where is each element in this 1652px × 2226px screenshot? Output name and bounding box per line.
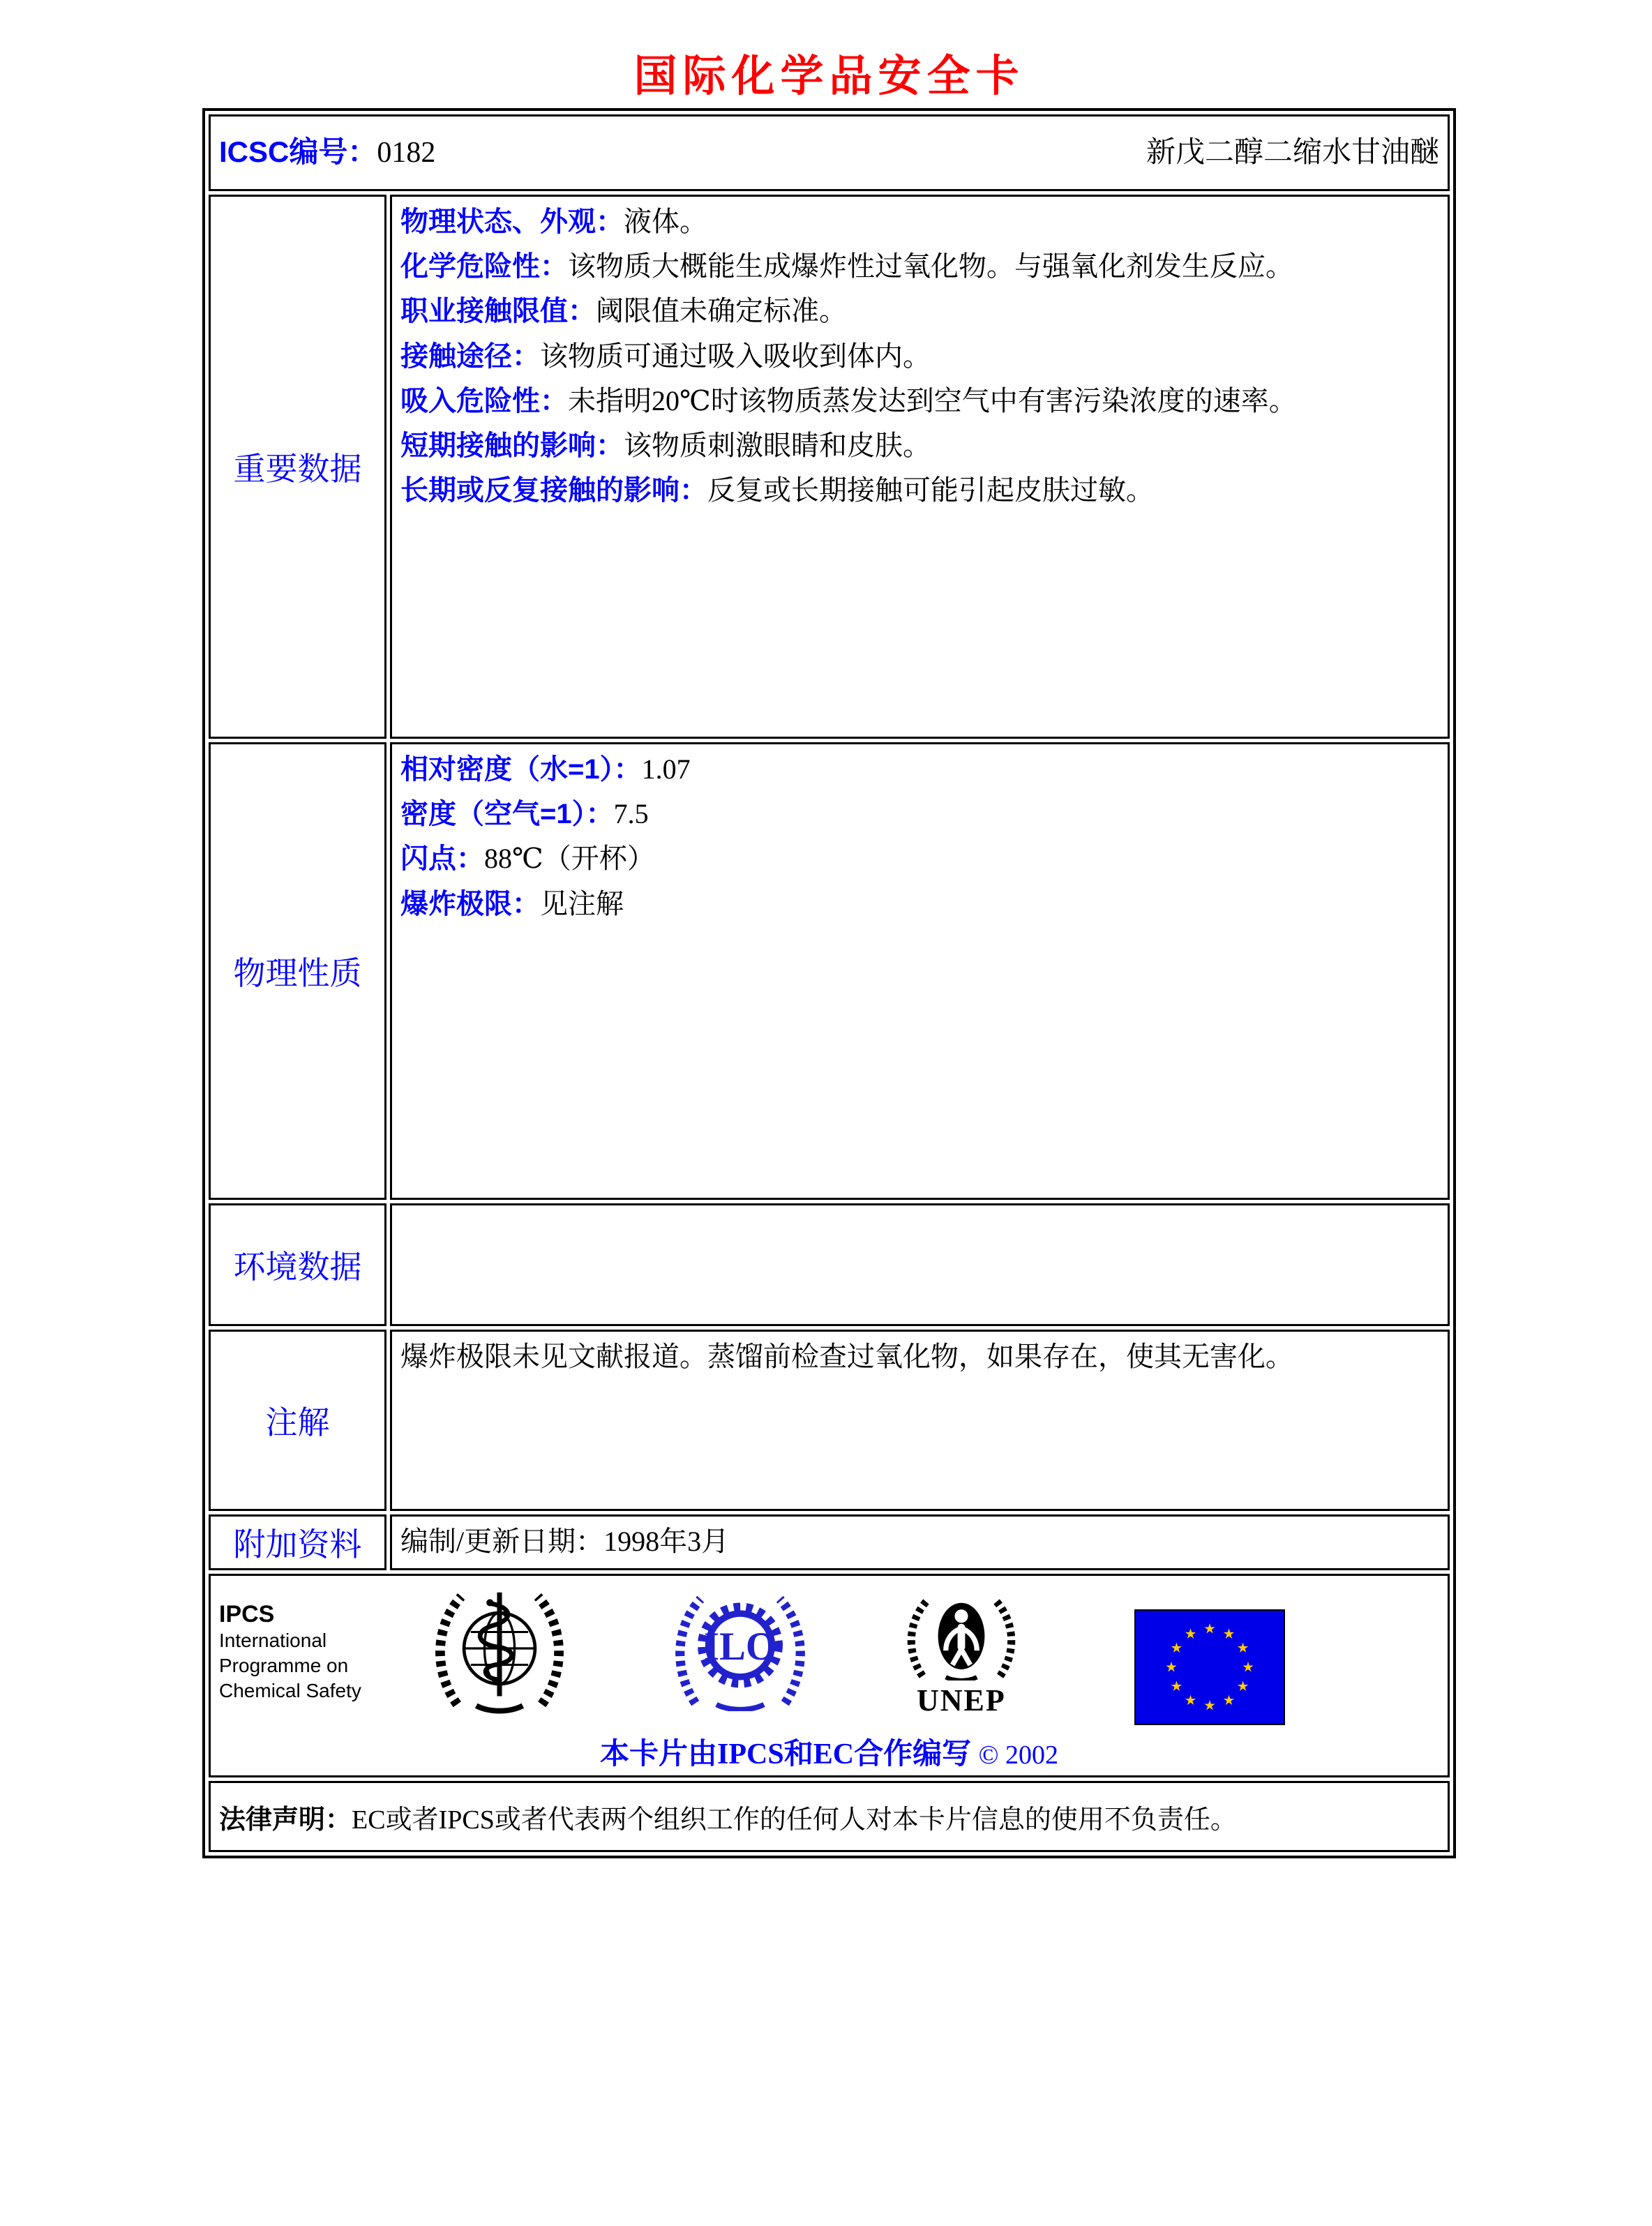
field-value: 7.5	[613, 798, 649, 830]
ilo-icon	[674, 1590, 806, 1711]
unep-block	[906, 1594, 1017, 1716]
field-value: 88℃（开杯）	[484, 843, 655, 875]
additional-info-content: 编制/更新日期：1998年3月	[390, 1514, 1450, 1570]
legal-text: EC或者IPCS或者代表两个组织工作的任何人对本卡片信息的使用不负责任。	[352, 1805, 1237, 1835]
data-item	[400, 882, 1439, 926]
safety-card-sheet	[202, 0, 1456, 1858]
data-item	[400, 423, 1439, 468]
field-value: 见注解	[540, 887, 624, 919]
who-icon	[431, 1584, 568, 1714]
field-label: 长期或反复接触的影响：	[400, 475, 707, 506]
ipcs-line: Programme on	[219, 1655, 349, 1677]
icsc-number-group	[219, 135, 435, 170]
field-value: 液体。	[624, 206, 707, 238]
field-value: 反复或长期接触可能引起皮肤过敏。	[707, 474, 1154, 506]
legal-cell	[209, 1781, 1450, 1852]
field-label: 短期接触的影响：	[400, 430, 624, 462]
data-item	[400, 244, 1439, 289]
environmental-data-row-label: 环境数据	[209, 1203, 386, 1326]
row-environmental-data	[209, 1203, 1450, 1326]
ipcs-title: IPCS	[219, 1601, 275, 1628]
field-label: 密度（空气=1）：	[400, 799, 614, 830]
icsc-number-label: ICSC编号：	[219, 135, 377, 169]
header-cell	[209, 114, 1450, 191]
data-item	[400, 836, 1439, 881]
field-value: 该物质大概能生成爆炸性过氧化物。与强氧化剂发生反应。	[568, 250, 1293, 283]
environmental-data-content	[390, 1203, 1450, 1326]
physical-properties-row-label: 物理性质	[209, 742, 386, 1200]
field-label: 相对密度（水=1）：	[400, 754, 642, 785]
data-item	[400, 289, 1439, 333]
row-notes	[209, 1330, 1450, 1511]
data-item	[400, 792, 1439, 836]
additional-info-row-label: 附加资料	[209, 1514, 386, 1570]
row-legal	[209, 1781, 1450, 1852]
important-data-content	[390, 195, 1450, 739]
data-item	[400, 747, 1439, 792]
notes-row-label: 注解	[209, 1330, 386, 1511]
row-additional-info	[209, 1514, 1450, 1570]
icsc-number-value: 0182	[377, 137, 436, 170]
logos-strip	[219, 1579, 1439, 1725]
field-label: 物理状态、外观：	[400, 206, 624, 238]
unep-icon	[906, 1594, 1017, 1680]
ipcs-line: Chemical Safety	[219, 1679, 361, 1701]
page-title: 国际化学品安全卡	[633, 53, 1025, 100]
ipcs-line: International	[219, 1630, 327, 1652]
unep-label: UNEP	[916, 1683, 1006, 1718]
field-value: 该物质可通过吸入吸收到体内。	[540, 340, 931, 372]
logos-cell	[209, 1574, 1450, 1777]
chemical-name: 新戊二醇二缩水甘油醚	[1146, 136, 1439, 169]
row-logos	[209, 1574, 1450, 1777]
data-item	[400, 468, 1439, 513]
field-value: 未指明20℃时该物质蒸发达到空气中有害污染浓度的速率。	[568, 384, 1297, 416]
field-label: 闪点：	[400, 843, 484, 875]
field-value: 1.07	[641, 753, 691, 785]
field-label: 爆炸极限：	[400, 888, 540, 919]
field-value: 该物质刺激眼睛和皮肤。	[624, 430, 931, 462]
copyright-text: © 2002	[978, 1740, 1058, 1770]
notes-content: 爆炸极限未见文献报道。蒸馏前检查过氧化物，如果存在，使其无害化。	[390, 1330, 1450, 1511]
credit-line	[219, 1731, 1439, 1773]
important-data-row-label: 重要数据	[209, 195, 386, 739]
data-item	[400, 334, 1439, 379]
field-value: 阈限值未确定标准。	[596, 295, 847, 327]
credit-text: 本卡片由IPCS和EC合作编写	[600, 1738, 972, 1771]
field-label: 吸入危险性：	[400, 385, 568, 416]
field-label: 化学危险性：	[400, 251, 568, 283]
header-row	[209, 114, 1450, 191]
field-label: 职业接触限值：	[400, 296, 596, 327]
ipcs-text-block	[219, 1601, 361, 1704]
row-physical-properties	[209, 742, 1450, 1200]
legal-statement	[219, 1798, 1439, 1836]
ilo-letters: ILO	[703, 1625, 776, 1669]
safety-card-table	[202, 108, 1456, 1858]
data-item	[400, 200, 1439, 244]
legal-label: 法律声明：	[219, 1805, 352, 1835]
data-item	[400, 379, 1439, 423]
field-label: 接触途径：	[400, 340, 540, 372]
row-important-data	[209, 195, 1450, 739]
physical-properties-content	[390, 742, 1450, 1200]
eu-flag-icon	[1134, 1609, 1285, 1725]
